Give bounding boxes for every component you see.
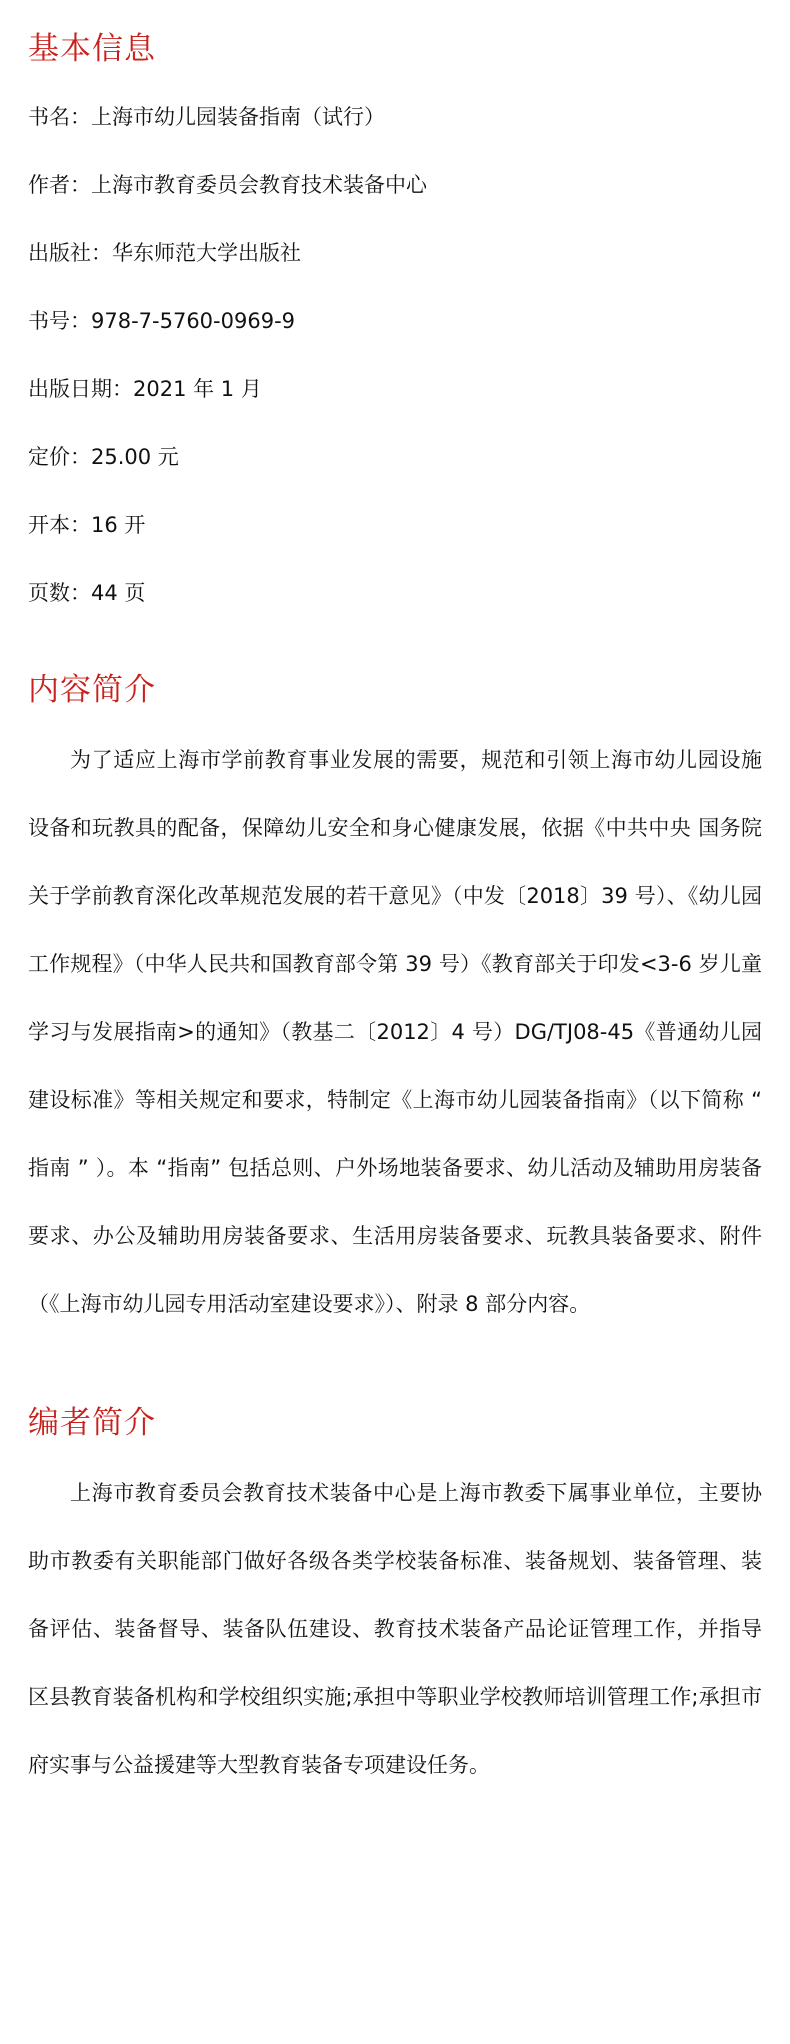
summary-heading: 内容简介 — [28, 672, 156, 708]
editor-heading: 编者简介 — [28, 1405, 156, 1441]
info-row-isbn: 书号：978-7-5760-0969-9 — [28, 309, 296, 333]
info-row-price: 定价：25.00 元 — [28, 445, 179, 469]
info-row-pages: 页数：44 页 — [28, 581, 146, 605]
info-row-author: 作者：上海市教育委员会教育技术装备中心 — [28, 173, 427, 197]
editor-paragraph: 上海市教育委员会教育技术装备中心是上海市教委下属事业单位，主要协助市教委有关职能部门做好各级各类学校装备标准、装备规划、装备管理、装备评估、装备督导、装备队伍建设、教育技术装备产品论证管理工作，并指导区县教育装备机构和学校组织实施;承担中等职业学校教师培训管理工作;承担市府实事与公益援建等大型教育装备专项建设任务。 — [28, 1481, 762, 1777]
info-row-format: 开本：16 开 — [28, 513, 146, 537]
info-row-publisher: 出版社：华东师范大学出版社 — [28, 241, 301, 265]
basic-info-list — [28, 105, 762, 605]
info-row-publish-date: 出版日期：2021 年 1 月 — [28, 377, 262, 401]
summary-paragraph: 为了适应上海市学前教育事业发展的需要，规范和引领上海市幼儿园设施设备和玩教具的配备，保障幼儿安全和身心健康发展，依据《中共中央 国务院关于学前教育深化改革规范发展的若干意见》（中发〔2018〕39 号）、《幼儿园工作规程》（中华人民共和国教育部令第 39 号）《教育部关于印发<3-6 岁儿童学习与发展指南>的通知》（教基二〔2012〕4 号）DG/TJ08-45《普通幼儿园建设标准》等相关规定和要求，特制定《上海市幼儿园装备指南》（以下简称 “ 指南 ” ）。本 “指南” 包括总则、户外场地装备要求、幼儿活动及辅助用房装备要求、办公及辅助用房装备要求、生活用房装备要求、玩教具装备要求、附件（《上海市幼儿园专用活动室建设要求》）、附录 8 部分内容。 — [28, 748, 762, 1316]
info-row-title: 书名：上海市幼儿园装备指南（试行） — [28, 105, 385, 129]
basic-info-heading: 基本信息 — [28, 31, 156, 67]
